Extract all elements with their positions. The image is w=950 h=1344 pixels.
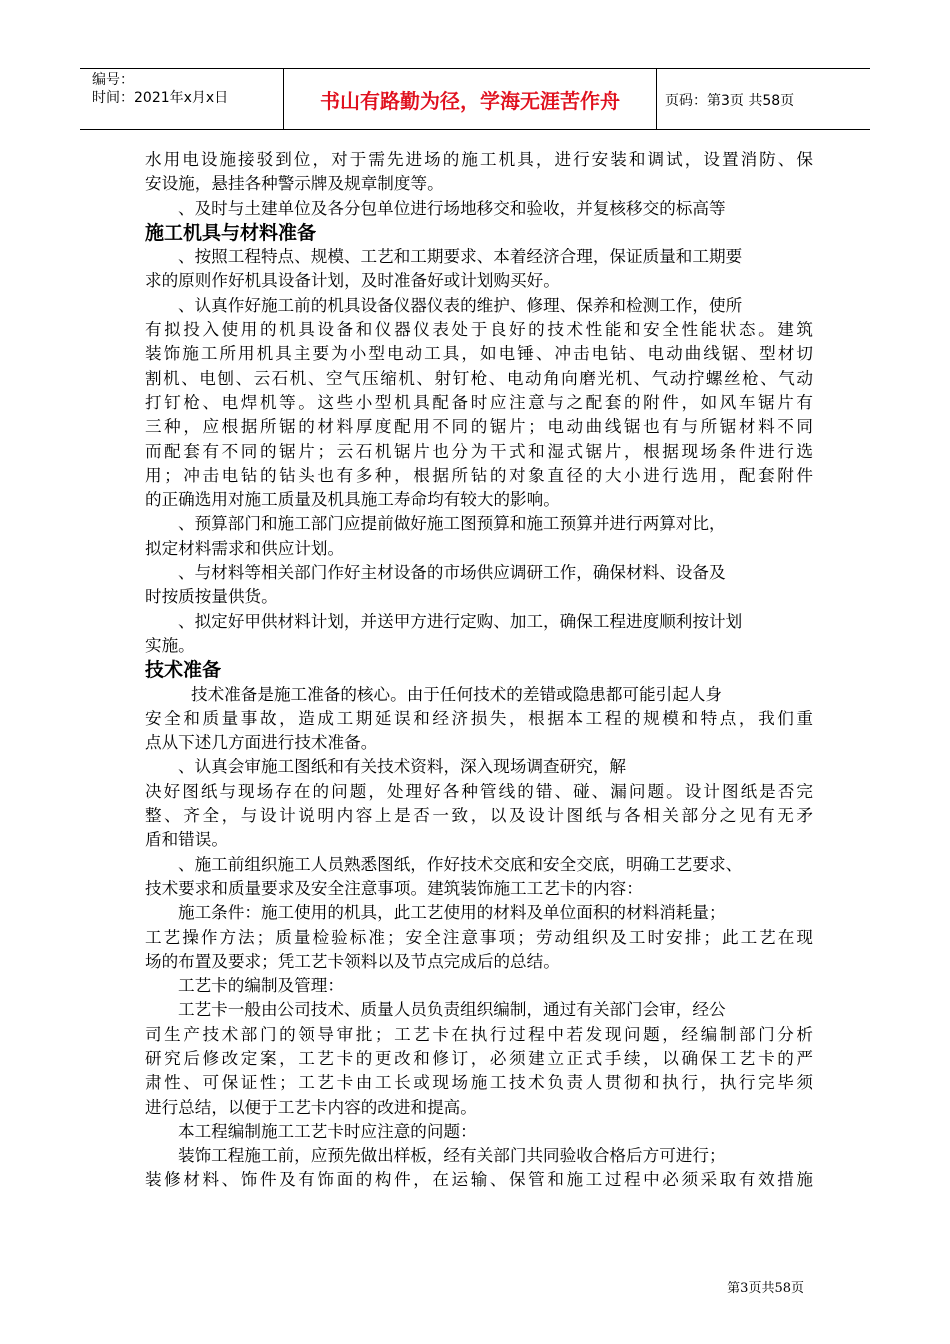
paragraph-line: 场的布置及要求；凭工艺卡领料以及节点完成后的总结。 — [145, 951, 560, 971]
paragraph-line: 本工程编制施工工艺卡时应注意的问题： — [178, 1121, 477, 1141]
paragraph-line: 、施工前组织施工人员熟悉图纸，作好技术交底和安全交底，明确工艺要求、 — [178, 854, 743, 874]
paragraph-line: 实施。 — [145, 635, 195, 655]
paragraph-line: 、拟定好甲供材料计划，并送甲方进行定购、加工，确保工程进度顺利按计划 — [178, 611, 743, 631]
paragraph-line: 工艺操作方法；质量检验标准；安全注意事项；劳动组织及工时安排；此工艺在现 — [145, 927, 813, 947]
header-meta — [92, 71, 292, 107]
page-header — [80, 68, 870, 130]
paragraph-line: 、及时与土建单位及各分包单位进行场地移交和验收，并复核移交的标高等 — [178, 198, 726, 218]
paragraph-line: 、认真作好施工前的机具设备仪器仪表的维护、修理、保养和检测工作，使所 — [178, 295, 743, 315]
header-page-info: 页码：第3页 共58页 — [665, 93, 795, 109]
header-motto: 书山有路勤为径，学海无涯苦作舟 — [283, 69, 657, 129]
paragraph-line: 的正确选用对施工质量及机具施工寿命均有较大的影响。 — [145, 490, 560, 510]
paragraph-line: 进行总结，以便于工艺卡内容的改进和提高。 — [145, 1097, 477, 1117]
paragraph-line: 拟定材料需求和供应计划。 — [145, 538, 345, 558]
paragraph-line: 装修材料、饰件及有饰面的构件，在运输、保管和施工过程中必须采取有效措施 — [145, 1170, 813, 1190]
paragraph-line: 时按质按量供货。 — [145, 587, 278, 607]
paragraph-line: 决好图纸与现场存在的问题，处理好各种管线的错、碰、漏问题。设计图纸是否完 — [145, 781, 813, 801]
paragraph-line: 技术要求和质量要求及安全注意事项。建筑装饰施工工艺卡的内容： — [145, 878, 643, 898]
paragraph-line: 三种，应根据所锯的材料厚度配用不同的锯片；电动曲线锯也有与所锯材料不同 — [145, 417, 813, 437]
paragraph-line: 整、齐全，与设计说明内容上是否一致，以及设计图纸与各相关部分之见有无矛 — [145, 806, 813, 826]
paragraph-line: 安设施，悬挂各种警示牌及规章制度等。 — [145, 174, 444, 194]
paragraph-line: 求的原则作好机具设备计划，及时准备好或计划购买好。 — [145, 271, 560, 291]
paragraph-line: 点从下述几方面进行技术准备。 — [145, 733, 378, 753]
paragraph-line: 研究后修改定案，工艺卡的更改和修订，必须建立正式手续，以确保工艺卡的严 — [145, 1048, 813, 1068]
paragraph-line: 用；冲击电钻的钻头也有多种，根据所钻的对象直径的大小进行选用，配套附件 — [145, 465, 813, 485]
paragraph-line: 盾和错误。 — [145, 830, 228, 850]
paragraph-line: 割机、电刨、云石机、空气压缩机、射钉枪、电动角向磨光机、气动拧螺丝枪、气动 — [145, 368, 813, 388]
paragraph-line: 工艺卡的编制及管理： — [178, 976, 344, 996]
section-heading-technical-preparation: 技术准备 — [145, 659, 222, 682]
paragraph-line: 司生产技术部门的领导审批；工艺卡在执行过程中若发现问题，经编制部门分析 — [145, 1024, 813, 1044]
paragraph-line: 装饰施工所用机具主要为小型电动工具，如电锤、冲击电钻、电动曲线锯、型材切 — [145, 344, 813, 364]
paragraph-line: 肃性、可保证性；工艺卡由工长或现场施工技术负责人贯彻和执行，执行完毕须 — [145, 1073, 813, 1093]
document-time-label: 时间：2021年x月x日 — [92, 90, 229, 106]
section-heading-equipment-materials: 施工机具与材料准备 — [145, 221, 317, 244]
paragraph-line: 装饰工程施工前，应预先做出样板，经有关部门共同验收合格后方可进行； — [178, 1146, 726, 1166]
paragraph-line: 、认真会审施工图纸和有关技术资料，深入现场调查研究，解 — [178, 757, 627, 777]
paragraph-line: 施工条件：施工使用的机具，此工艺使用的材料及单位面积的材料消耗量； — [178, 903, 726, 923]
document-body — [145, 148, 813, 1193]
paragraph-line: 技术准备是施工准备的核心。由于任何技术的差错或隐患都可能引起人身 — [191, 684, 722, 704]
paragraph-line: 安全和质量事故，造成工期延误和经济损失，根据本工程的规模和特点，我们重 — [145, 708, 813, 728]
paragraph-line: 打钉枪、电焊机等。这些小型机具配备时应注意与之配套的附件，如风车锯片有 — [145, 392, 813, 412]
paragraph-line: 、按照工程特点、规模、工艺和工期要求、本着经济合理，保证质量和工期要 — [178, 247, 743, 267]
page-footer-number: 第3页共58页 — [727, 1281, 804, 1296]
paragraph-line: 而配套有不同的锯片；云石机锯片也分为干式和湿式锯片，根据现场条件进行选 — [145, 441, 813, 461]
document-number-label: 编号： — [92, 72, 134, 88]
paragraph-line: 工艺卡一般由公司技术、质量人员负责组织编制，通过有关部门会审，经公 — [178, 1000, 726, 1020]
paragraph-line: 、与材料等相关部门作好主材设备的市场供应调研工作，确保材料、设备及 — [178, 563, 726, 583]
paragraph-line: 、预算部门和施工部门应提前做好施工图预算和施工预算并进行两算对比， — [178, 514, 726, 534]
paragraph-line: 水用电设施接驳到位，对于需先进场的施工机具，进行安装和调试，设置消防、保 — [145, 150, 813, 169]
paragraph-line: 有拟投入使用的机具设备和仪器仪表处于良好的技术性能和安全性能状态。建筑 — [145, 320, 813, 340]
